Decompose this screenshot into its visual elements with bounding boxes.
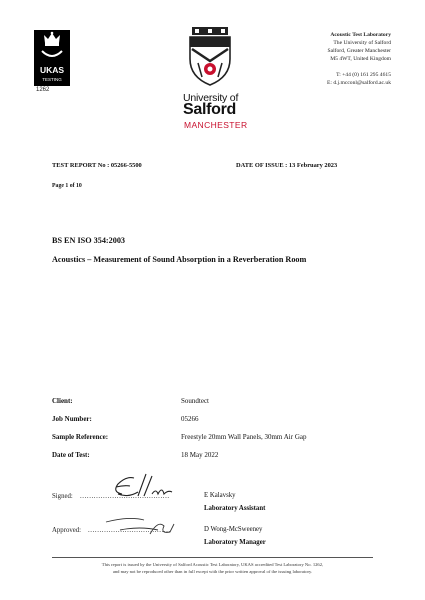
- signature-dotted-line: .......................................: [80, 493, 170, 500]
- footer-divider: [52, 557, 373, 558]
- client-value: Soundtect: [181, 397, 209, 405]
- date-of-test-label: Date of Test:: [52, 451, 90, 459]
- ukas-logo: [34, 30, 70, 86]
- ukas-number: 1262: [36, 87, 50, 93]
- job-number-label: Job Number:: [52, 415, 92, 423]
- signature-dotted-line: ....................................: [88, 527, 171, 534]
- signed-role: Laboratory Assistant: [204, 505, 266, 512]
- approved-label: Approved:: [52, 527, 82, 534]
- approved-role: Laboratory Manager: [204, 539, 266, 546]
- lab-address-line: The University of Salford: [333, 40, 391, 46]
- university-name-line2: Salford: [183, 101, 237, 118]
- signed-name: E Kalavsky: [204, 492, 236, 499]
- test-report-number: TEST REPORT No : 05266-5500: [52, 162, 142, 169]
- lab-address-line: Salford, Greater Manchester: [327, 48, 391, 54]
- client-label: Client:: [52, 397, 73, 405]
- approved-name: D Wong-McSweeney: [204, 526, 263, 533]
- sample-reference-value: Freestyle 20mm Wall Panels, 30mm Air Gap: [181, 433, 307, 441]
- lab-name: Acoustic Test Laboratory: [330, 32, 391, 38]
- report-title: Acoustics – Measurement of Sound Absorption in a Reverberation Room: [52, 255, 307, 264]
- signed-label: Signed:: [52, 493, 73, 500]
- footer-line2: and may not be reproduced other than in full except with the prior written approval of the issuing laboratory.: [112, 568, 313, 574]
- job-number-value: 05266: [181, 415, 199, 423]
- lab-address-line: M5 4WT, United Kingdom: [330, 56, 391, 62]
- signature-image: [108, 470, 178, 504]
- date-of-test-value: 18 May 2022: [181, 451, 219, 459]
- sample-reference-label: Sample Reference:: [52, 433, 109, 441]
- signature-image: [100, 512, 180, 540]
- university-name-line3: MANCHESTER: [184, 120, 248, 130]
- ukas-text: UKAS: [39, 65, 65, 75]
- ukas-subtext: TESTING: [42, 77, 62, 82]
- lab-email: E: d.j.mcconl@salford.ac.uk: [326, 80, 391, 86]
- footer-note: [40, 562, 385, 575]
- page-indicator: Page 1 of 10: [52, 183, 82, 189]
- university-crest-icon: [186, 27, 234, 87]
- lab-telephone: T: +44 (0) 161 295 4615: [336, 72, 391, 78]
- university-name-line1: University of: [183, 92, 239, 104]
- lab-address-block: [327, 31, 391, 87]
- standard-reference: BS EN ISO 354:2003: [52, 236, 126, 245]
- footer-line1: This report is issued by the University of Salford Acoustic Test Laboratory, UKAS accredited Test Laboratory No. 1262,: [101, 562, 324, 567]
- date-of-issue: DATE OF ISSUE : 13 February 2023: [236, 162, 338, 169]
